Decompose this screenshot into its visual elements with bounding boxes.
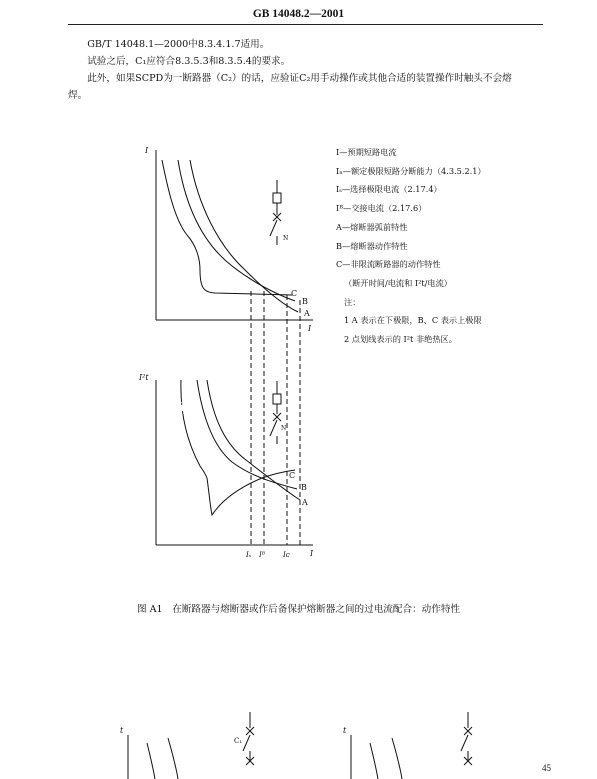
standard-header: GB 14048.2—2001 xyxy=(252,8,345,20)
legend-item: B—熔断器动作特性 xyxy=(336,240,408,251)
legend-note-heading: 注： xyxy=(344,296,361,307)
legend-item: I—预期短路电流 xyxy=(336,147,397,157)
switch-label-top: N xyxy=(283,235,289,242)
label-c-top: C xyxy=(291,289,298,298)
next-left-curve-2 xyxy=(168,738,178,779)
page-number: 45 xyxy=(542,763,551,773)
next-right-curve-2 xyxy=(392,738,402,779)
legend-item: Iₛ—选择极限电流（2.17.4） xyxy=(336,184,442,195)
paragraph-2: 试验之后，C₁应符合8.3.5.3和8.3.5.4的要求。 xyxy=(87,56,291,67)
tick-ic: Iᴄ xyxy=(283,551,290,559)
fuse-switch-symbol-top xyxy=(270,180,281,245)
next-right-curve-1 xyxy=(370,743,378,779)
tick-is: Iₛ xyxy=(246,551,252,559)
legend-item: A—熔断器弧前特性 xyxy=(336,221,408,232)
legend-note: 1 A 表示在下极限，B、C 表示上极限 xyxy=(344,315,482,326)
next-left-curve-1 xyxy=(147,743,155,779)
top-y-axis-label: I xyxy=(145,146,149,155)
next-switch-symbol-left xyxy=(243,712,254,765)
tick-ib: Iᴮ xyxy=(259,551,266,559)
bottom-y-axis-label: I²t xyxy=(139,373,149,382)
label-a-bottom: A xyxy=(302,498,308,507)
legend-item: C—非限流断路器的动作特性 xyxy=(336,259,441,270)
figure-caption: 图 A1 在断路器与熔断器或作后备保护熔断器之间的过电流配合：动作特性 xyxy=(136,604,461,615)
label-b-top: B xyxy=(302,297,308,306)
paragraph-4: 焊。 xyxy=(68,90,88,101)
fuse-switch-symbol-bottom xyxy=(270,381,281,444)
legend-item: （断开时间/电流和 I²t/电流） xyxy=(344,277,452,288)
switch-label-bottom: N xyxy=(281,425,287,432)
bottom-x-axis-label: I xyxy=(310,549,314,558)
next-left-y-label: t xyxy=(120,726,124,735)
label-a-top: A xyxy=(304,309,310,318)
top-x-axis-label: I xyxy=(308,324,312,333)
next-right-y-label: t xyxy=(343,726,347,735)
legend-item: Iᴮ—交接电流（2.17.6） xyxy=(336,203,427,214)
next-switch-symbol-right xyxy=(461,712,472,765)
legend-item: Iₙ—额定极限短路分断能力（4.3.5.2.1） xyxy=(336,165,486,176)
dash-dot-mask xyxy=(177,395,208,468)
next-switch-label: C₁ xyxy=(234,737,243,745)
curve-a-top xyxy=(190,160,298,312)
label-c-bottom: C xyxy=(289,471,296,480)
label-b-bottom: B xyxy=(301,483,307,492)
legend-note: 2 点划线表示的 I²t 非绝热区。 xyxy=(344,334,457,345)
paragraph-3: 此外，如果SCPD为一断路器（C₂）的话，应验证C₂用手动操作或其他合适的装置操作时触头不会熔 xyxy=(87,73,512,84)
figure-legend xyxy=(336,143,576,349)
paragraph-1: GB/T 14048.1—2000中8.3.4.1.7适用。 xyxy=(87,39,270,50)
